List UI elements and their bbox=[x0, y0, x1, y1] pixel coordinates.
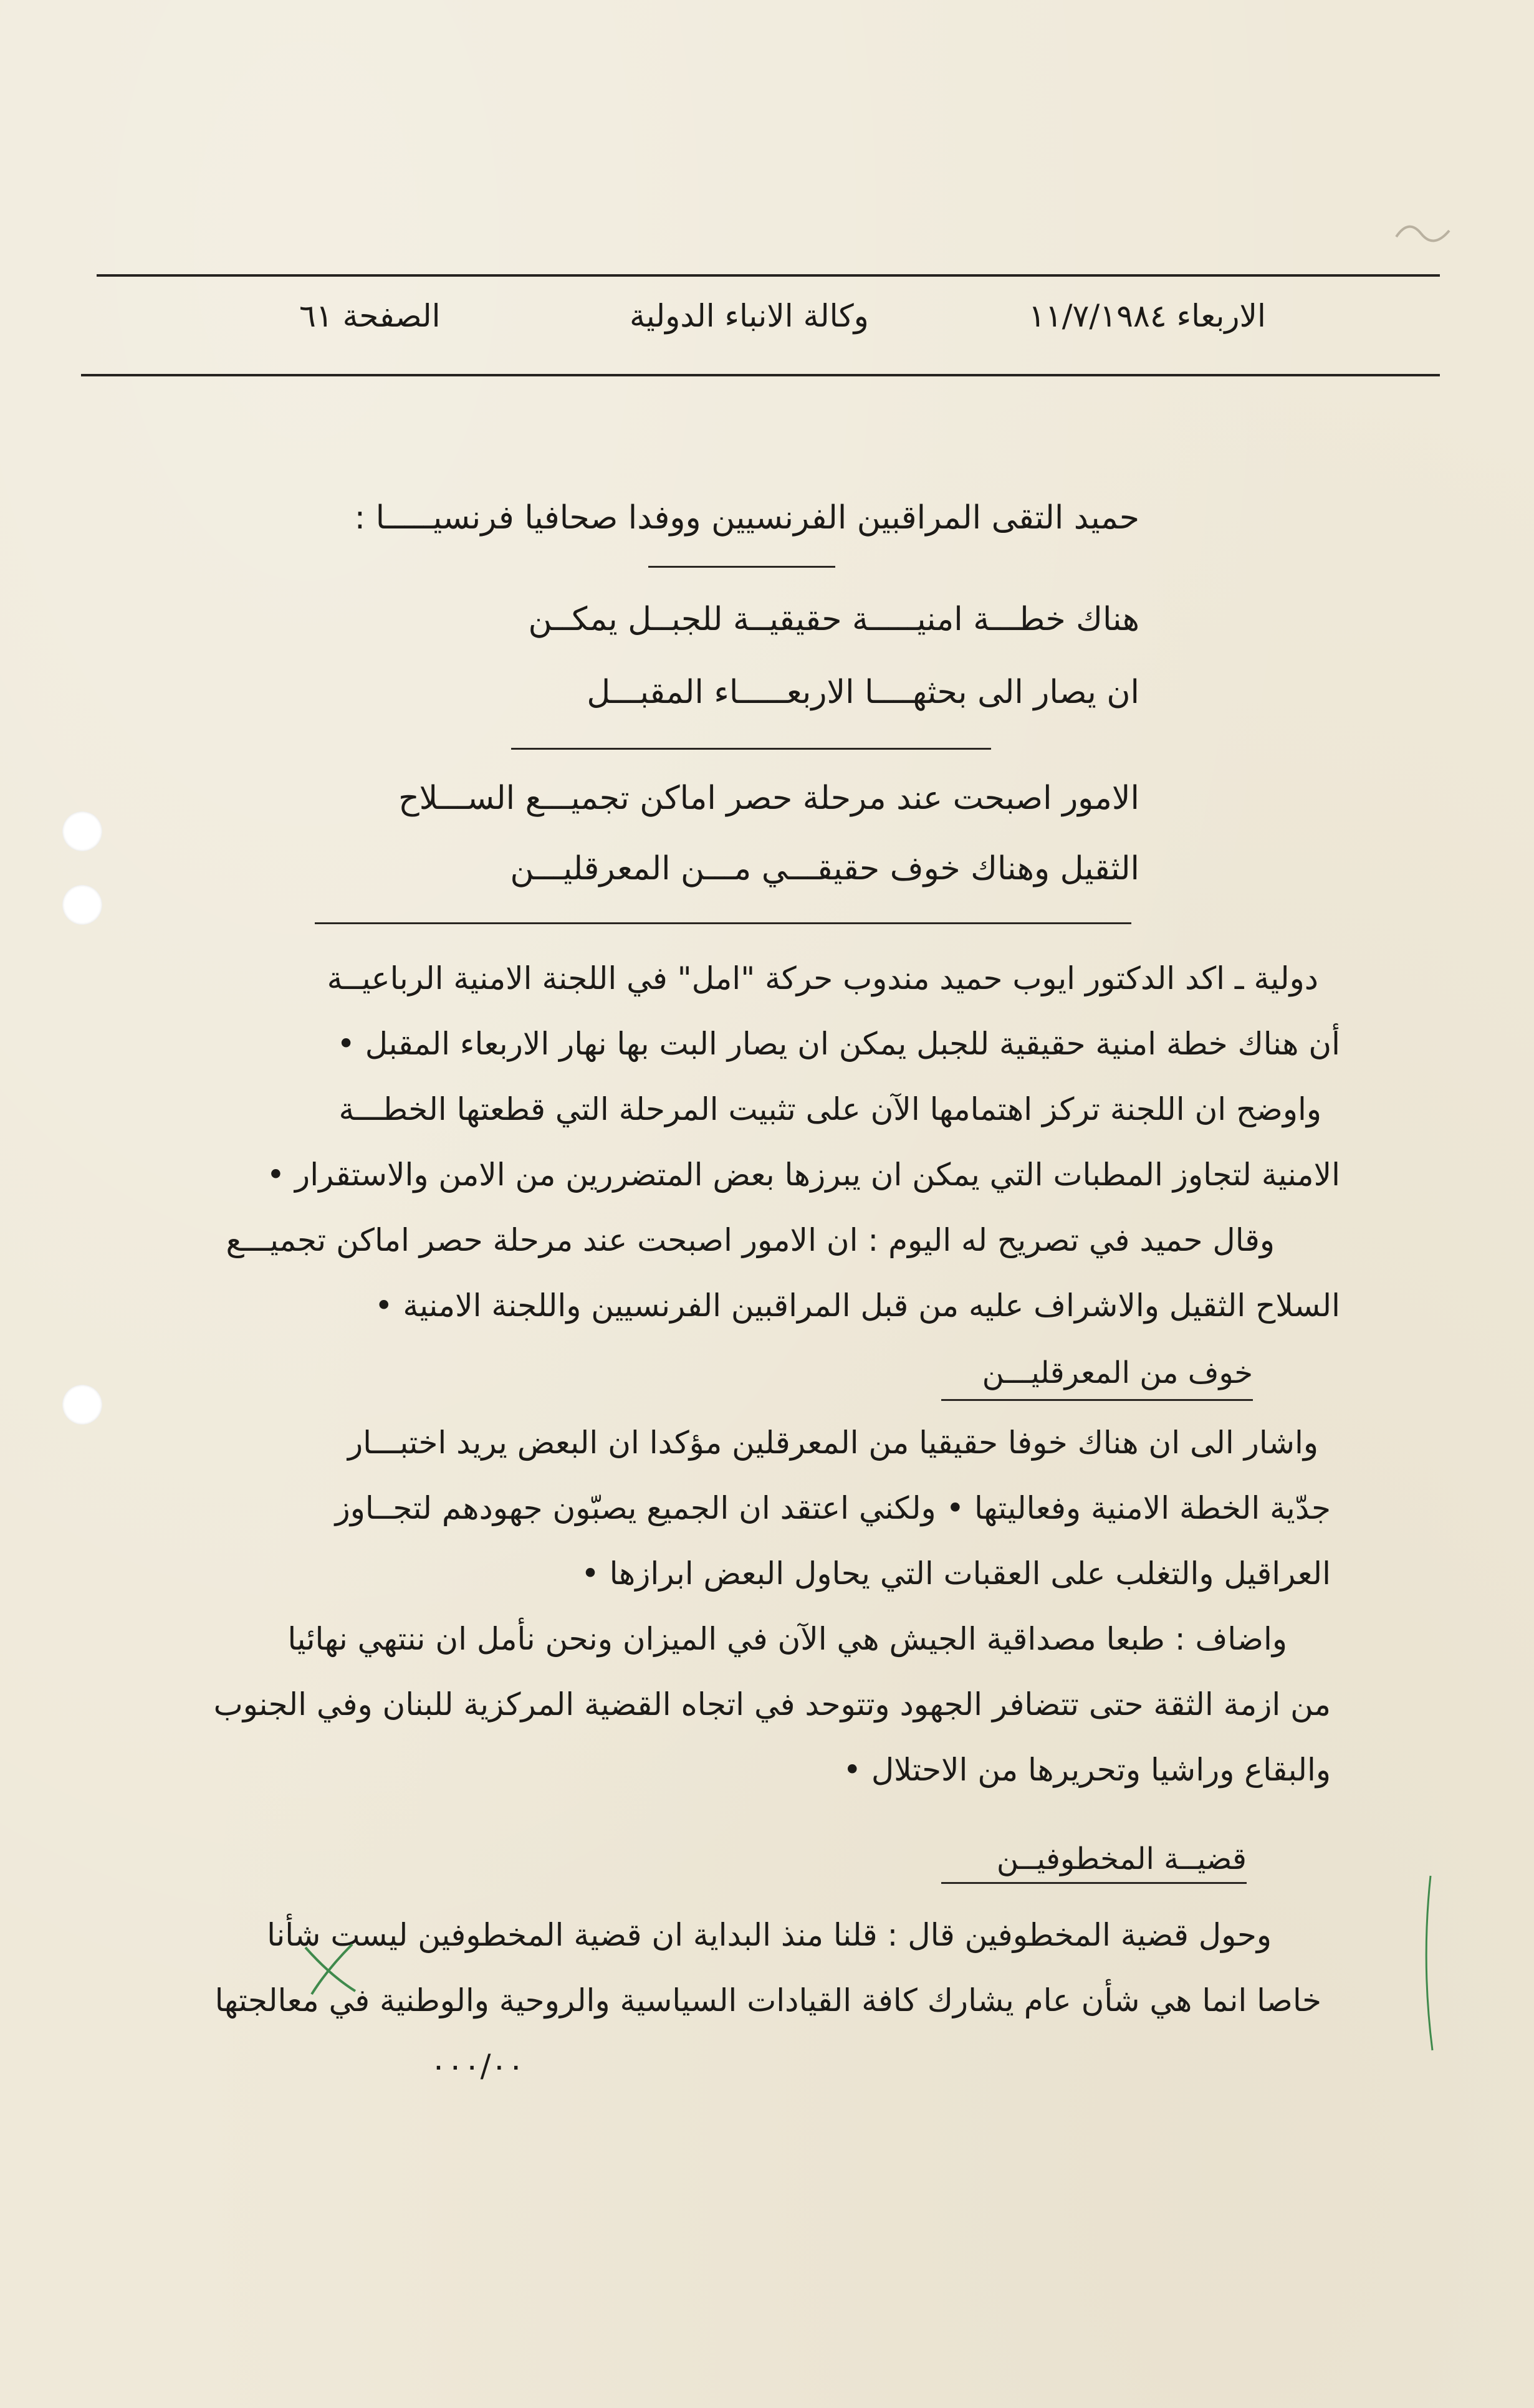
continuation-mark: ٠٠٠/٠٠ bbox=[430, 2048, 525, 2084]
subheading-obstructers: خوف من المعرقليـــن bbox=[982, 1355, 1253, 1390]
headline-divider-2 bbox=[511, 748, 991, 750]
headline-line-2: ان يصار الى بحثهــــا الاربعـــــاء المقبـــل bbox=[587, 674, 1139, 711]
body-line: واضاف : طبعا مصداقية الجيش هي الآن في الميزان ونحن نأمل ان ننتهي نهائيا bbox=[287, 1621, 1287, 1657]
body-line: الامنية لتجاوز المطبات التي يمكن ان يبرزها بعض المتضررين من الامن والاستقرار • bbox=[266, 1157, 1340, 1193]
header-page-number: الصفحة ٦١ bbox=[299, 298, 441, 334]
corner-mark-icon bbox=[1390, 206, 1459, 256]
body-line: خاصا انما هي شأن عام يشارك كافة القيادات السياسية والروحية والوطنية في معالجتها bbox=[214, 1982, 1321, 2019]
header-top-rule bbox=[97, 274, 1440, 277]
body-line: دولية ـ اكد الدكتور ايوب حميد مندوب حركة "امل" في اللجنة الامنية الرباعيــة bbox=[327, 960, 1318, 996]
body-line: العراقيل والتغلب على العقبات التي يحاول البعض ابرازها • bbox=[581, 1555, 1331, 1592]
headline-line-4: الثقيل وهناك خوف حقيقـــي مـــن المعرقليـــن bbox=[510, 850, 1139, 887]
subheading-kidnapped-underline bbox=[941, 1882, 1247, 1884]
handwritten-x-mark-icon bbox=[293, 1932, 368, 2007]
body-line: من ازمة الثقة حتى تتضافر الجهود وتتوحد في اتجاه القضية المركزية للبنان وفي الجنوب bbox=[213, 1686, 1331, 1722]
headline-line-1: هناك خطـــة امنيـــــة حقيقيــة للجبــل يمكــن bbox=[528, 601, 1139, 638]
punch-hole-middle bbox=[62, 885, 102, 925]
body-line: وقال حميد في تصريح له اليوم : ان الامور اصبحت عند مرحلة حصر اماكن تجميـــع bbox=[226, 1222, 1275, 1258]
subheading-obstructers-underline bbox=[941, 1399, 1253, 1401]
handwritten-margin-line-icon bbox=[1415, 1870, 1440, 2057]
headline-divider-3 bbox=[315, 922, 1131, 924]
headline-line-3: الامور اصبحت عند مرحلة حصر اماكن تجميـــع الســـلاح bbox=[398, 780, 1139, 817]
headline-title: حميد التقى المراقبين الفرنسيين ووفدا صحافيا فرنسيـــــا : bbox=[354, 499, 1139, 537]
subheading-kidnapped: قضيــة المخطوفيــن bbox=[996, 1842, 1247, 1876]
body-line: واشار الى ان هناك خوفا حقيقيا من المعرقلين مؤكدا ان البعض يريد اختبـــار bbox=[347, 1425, 1318, 1461]
body-line: واوضح ان اللجنة تركز اهتمامها الآن على تثبيت المرحلة التي قطعتها الخطـــة bbox=[338, 1091, 1321, 1127]
header-date: الاربعاء ١١/٧/١٩٨٤ bbox=[1028, 298, 1266, 334]
headline-divider-1 bbox=[648, 566, 835, 568]
body-line: وحول قضية المخطوفين قال : قلنا منذ البداية ان قضية المخطوفين ليست شأنا bbox=[267, 1917, 1272, 1953]
header-agency: وكالة الانباء الدولية bbox=[630, 298, 869, 334]
body-line: السلاح الثقيل والاشراف عليه من قبل المراقبين الفرنسيين واللجنة الامنية • bbox=[374, 1288, 1340, 1324]
body-line: جدّية الخطة الامنية وفعاليتها • ولكني اعتقد ان الجميع يصبّون جهودهم لتجــاوز bbox=[335, 1490, 1331, 1526]
punch-hole-top bbox=[62, 811, 102, 851]
body-line: أن هناك خطة امنية حقيقية للجبل يمكن ان يصار البت بها نهار الاربعاء المقبل • bbox=[337, 1026, 1340, 1062]
punch-hole-lower bbox=[62, 1385, 102, 1425]
header-bottom-rule bbox=[81, 374, 1440, 376]
body-line: والبقاع وراشيا وتحريرها من الاحتلال • bbox=[843, 1752, 1331, 1788]
